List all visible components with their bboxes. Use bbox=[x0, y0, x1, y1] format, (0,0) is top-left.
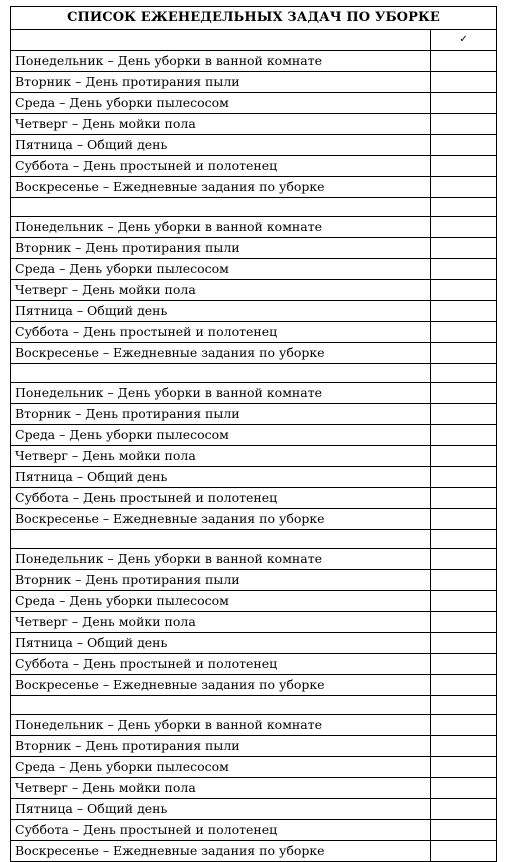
task-label: Суббота – День простыней и полотенец bbox=[11, 820, 431, 841]
task-row bbox=[11, 301, 497, 322]
task-checkbox-cell[interactable] bbox=[431, 93, 497, 114]
task-row bbox=[11, 715, 497, 736]
task-row bbox=[11, 343, 497, 364]
task-row bbox=[11, 114, 497, 135]
task-row bbox=[11, 425, 497, 446]
task-row bbox=[11, 841, 497, 862]
task-checkbox-cell[interactable] bbox=[431, 72, 497, 93]
task-row bbox=[11, 238, 497, 259]
separator-check-cell bbox=[431, 198, 497, 217]
task-row bbox=[11, 135, 497, 156]
task-label: Четверг – День мойки пола bbox=[11, 778, 431, 799]
weekly-cleaning-table bbox=[10, 6, 497, 862]
task-label: Среда – День уборки пылесосом bbox=[11, 757, 431, 778]
task-label: Понедельник – День уборки в ванной комнате bbox=[11, 217, 431, 238]
task-label: Вторник – День протирания пыли bbox=[11, 570, 431, 591]
task-label: Пятница – Общий день bbox=[11, 799, 431, 820]
task-checkbox-cell[interactable] bbox=[431, 322, 497, 343]
task-header-cell bbox=[11, 30, 431, 51]
task-checkbox-cell[interactable] bbox=[431, 570, 497, 591]
task-checkbox-cell[interactable] bbox=[431, 820, 497, 841]
task-checkbox-cell[interactable] bbox=[431, 259, 497, 280]
task-checkbox-cell[interactable] bbox=[431, 343, 497, 364]
task-checkbox-cell[interactable] bbox=[431, 778, 497, 799]
task-checkbox-cell[interactable] bbox=[431, 301, 497, 322]
task-label: Суббота – День простыней и полотенец bbox=[11, 654, 431, 675]
week-separator-row bbox=[11, 198, 497, 217]
separator-check-cell bbox=[431, 530, 497, 549]
task-row bbox=[11, 799, 497, 820]
task-checkbox-cell[interactable] bbox=[431, 135, 497, 156]
separator-cell bbox=[11, 198, 431, 217]
task-checkbox-cell[interactable] bbox=[431, 509, 497, 530]
task-label: Вторник – День протирания пыли bbox=[11, 404, 431, 425]
task-checkbox-cell[interactable] bbox=[431, 488, 497, 509]
task-label: Четверг – День мойки пола bbox=[11, 612, 431, 633]
task-row bbox=[11, 156, 497, 177]
task-row bbox=[11, 93, 497, 114]
separator-cell bbox=[11, 530, 431, 549]
task-label: Пятница – Общий день bbox=[11, 633, 431, 654]
task-label: Среда – День уборки пылесосом bbox=[11, 259, 431, 280]
task-row bbox=[11, 549, 497, 570]
task-checkbox-cell[interactable] bbox=[431, 591, 497, 612]
task-row bbox=[11, 177, 497, 198]
task-checkbox-cell[interactable] bbox=[431, 757, 497, 778]
task-label: Воскресенье – Ежедневные задания по уборке bbox=[11, 675, 431, 696]
task-row bbox=[11, 509, 497, 530]
task-checkbox-cell[interactable] bbox=[431, 238, 497, 259]
week-separator-row bbox=[11, 364, 497, 383]
chores-body bbox=[11, 51, 497, 862]
checkmark-header-icon: ✓ bbox=[431, 30, 497, 51]
task-row bbox=[11, 570, 497, 591]
task-checkbox-cell[interactable] bbox=[431, 280, 497, 301]
title-row bbox=[11, 7, 497, 30]
task-checkbox-cell[interactable] bbox=[431, 675, 497, 696]
task-label: Воскресенье – Ежедневные задания по уборке bbox=[11, 343, 431, 364]
task-row bbox=[11, 467, 497, 488]
week-separator-row bbox=[11, 530, 497, 549]
task-label: Суббота – День простыней и полотенец bbox=[11, 322, 431, 343]
task-checkbox-cell[interactable] bbox=[431, 715, 497, 736]
task-label: Воскресенье – Ежедневные задания по уборке bbox=[11, 509, 431, 530]
task-checkbox-cell[interactable] bbox=[431, 549, 497, 570]
task-row bbox=[11, 736, 497, 757]
task-checkbox-cell[interactable] bbox=[431, 425, 497, 446]
task-row bbox=[11, 675, 497, 696]
task-label: Пятница – Общий день bbox=[11, 467, 431, 488]
task-checkbox-cell[interactable] bbox=[431, 799, 497, 820]
task-label: Суббота – День простыней и полотенец bbox=[11, 488, 431, 509]
task-row bbox=[11, 446, 497, 467]
task-label: Понедельник – День уборки в ванной комнате bbox=[11, 715, 431, 736]
task-row bbox=[11, 322, 497, 343]
task-label: Среда – День уборки пылесосом bbox=[11, 425, 431, 446]
task-checkbox-cell[interactable] bbox=[431, 114, 497, 135]
task-checkbox-cell[interactable] bbox=[431, 217, 497, 238]
task-label: Суббота – День простыней и полотенец bbox=[11, 156, 431, 177]
task-row bbox=[11, 633, 497, 654]
task-label: Понедельник – День уборки в ванной комнате bbox=[11, 51, 431, 72]
task-checkbox-cell[interactable] bbox=[431, 841, 497, 862]
task-row bbox=[11, 757, 497, 778]
week-separator-row bbox=[11, 696, 497, 715]
task-row bbox=[11, 612, 497, 633]
task-row bbox=[11, 51, 497, 72]
task-label: Вторник – День протирания пыли bbox=[11, 238, 431, 259]
task-label: Среда – День уборки пылесосом bbox=[11, 591, 431, 612]
task-row bbox=[11, 654, 497, 675]
task-checkbox-cell[interactable] bbox=[431, 156, 497, 177]
task-label: Понедельник – День уборки в ванной комнате bbox=[11, 383, 431, 404]
task-row bbox=[11, 404, 497, 425]
task-label: Понедельник – День уборки в ванной комнате bbox=[11, 549, 431, 570]
task-checkbox-cell[interactable] bbox=[431, 633, 497, 654]
task-checkbox-cell[interactable] bbox=[431, 177, 497, 198]
task-checkbox-cell[interactable] bbox=[431, 467, 497, 488]
task-row bbox=[11, 778, 497, 799]
column-header-row bbox=[11, 30, 497, 51]
separator-check-cell bbox=[431, 364, 497, 383]
task-row bbox=[11, 383, 497, 404]
task-label: Вторник – День протирания пыли bbox=[11, 72, 431, 93]
separator-check-cell bbox=[431, 696, 497, 715]
task-label: Воскресенье – Ежедневные задания по уборке bbox=[11, 177, 431, 198]
task-checkbox-cell[interactable] bbox=[431, 654, 497, 675]
task-label: Четверг – День мойки пола bbox=[11, 114, 431, 135]
task-checkbox-cell[interactable] bbox=[431, 404, 497, 425]
task-label: Пятница – Общий день bbox=[11, 135, 431, 156]
task-label: Воскресенье – Ежедневные задания по уборке bbox=[11, 841, 431, 862]
task-row bbox=[11, 72, 497, 93]
task-label: Пятница – Общий день bbox=[11, 301, 431, 322]
task-row bbox=[11, 591, 497, 612]
task-row bbox=[11, 488, 497, 509]
separator-cell bbox=[11, 696, 431, 715]
task-row bbox=[11, 259, 497, 280]
task-row bbox=[11, 217, 497, 238]
task-label: Четверг – День мойки пола bbox=[11, 446, 431, 467]
task-checkbox-cell[interactable] bbox=[431, 612, 497, 633]
table-title: СПИСОК ЕЖЕНЕДЕЛЬНЫХ ЗАДАЧ ПО УБОРКЕ bbox=[11, 7, 497, 30]
task-checkbox-cell[interactable] bbox=[431, 383, 497, 404]
task-row bbox=[11, 280, 497, 301]
task-row bbox=[11, 820, 497, 841]
separator-cell bbox=[11, 364, 431, 383]
task-checkbox-cell[interactable] bbox=[431, 446, 497, 467]
task-label: Среда – День уборки пылесосом bbox=[11, 93, 431, 114]
task-label: Вторник – День протирания пыли bbox=[11, 736, 431, 757]
task-label: Четверг – День мойки пола bbox=[11, 280, 431, 301]
task-checkbox-cell[interactable] bbox=[431, 736, 497, 757]
task-checkbox-cell[interactable] bbox=[431, 51, 497, 72]
